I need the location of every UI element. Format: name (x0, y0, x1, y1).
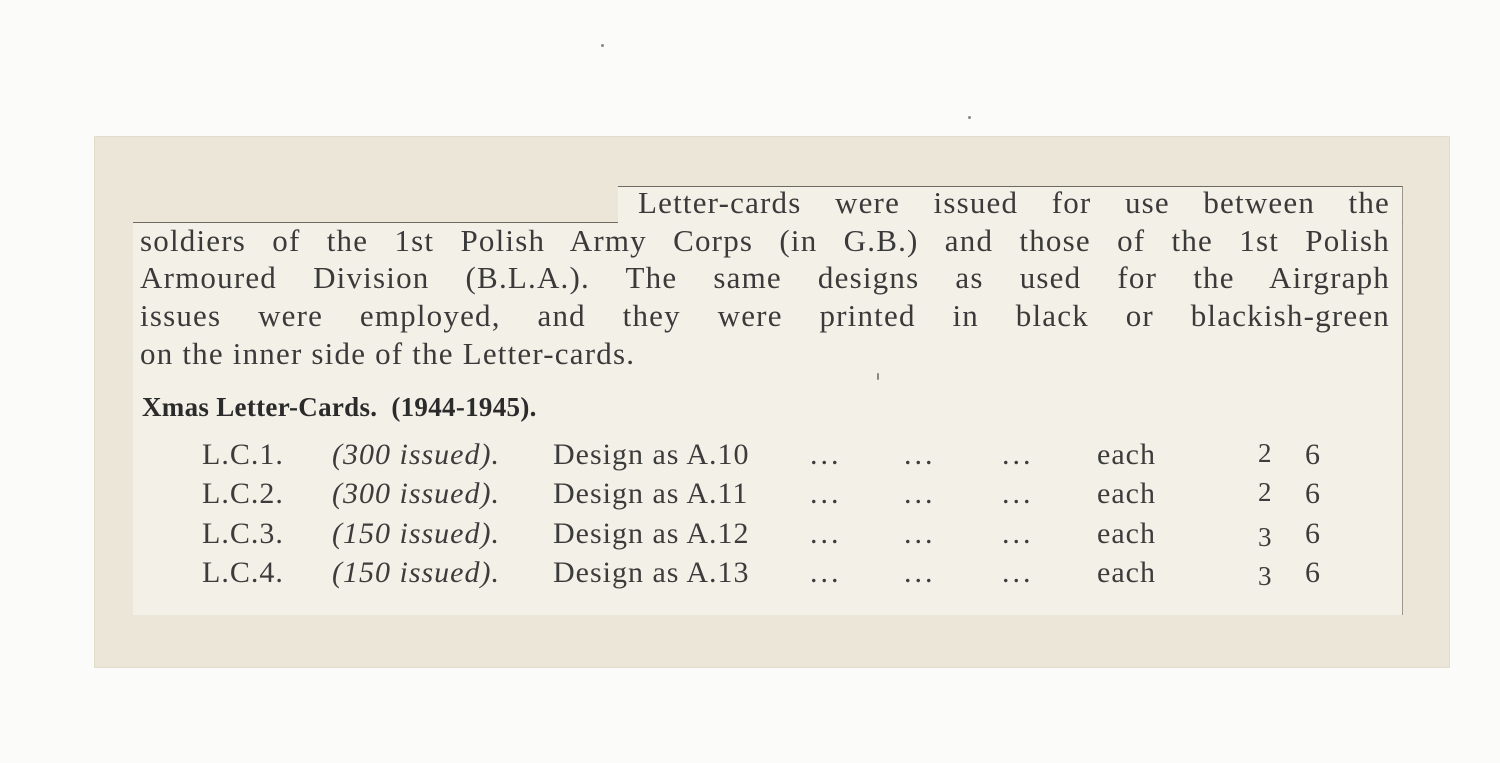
leader-dots: ... (810, 438, 842, 471)
section-heading (142, 392, 537, 423)
list-item (0, 517, 1500, 557)
entry-price-shillings: 3 (1258, 561, 1273, 591)
leader-dots: ... (810, 556, 842, 589)
entry-each: each (1097, 438, 1156, 471)
section-title: Xmas Letter-Cards. (142, 392, 378, 422)
entry-issued: (150 issued). (332, 556, 500, 589)
paragraph-line: issues were employed, and they were printed in black or blackish-green (140, 298, 1390, 333)
leader-dots: ... (1002, 517, 1034, 550)
entry-price-pence: 6 (1305, 517, 1321, 550)
paragraph-line: on the inner side of the Letter-cards. (140, 336, 636, 371)
leader-dots: ... (810, 477, 842, 510)
entry-each: each (1097, 477, 1156, 510)
section-years: (1944-1945). (391, 392, 537, 422)
entry-issued: (150 issued). (332, 517, 500, 550)
leader-dots: ... (810, 517, 842, 550)
entry-design: Design as A.13 (553, 556, 750, 589)
paragraph-line: Letter-cards were issued for use between the (638, 185, 1390, 220)
leader-dots: ... (904, 477, 936, 510)
paragraph-line: Armoured Division (B.L.A.). The same designs as used for the Airgraph (140, 260, 1390, 295)
list-item (0, 477, 1500, 517)
entry-price-pence: 6 (1305, 556, 1321, 589)
leader-dots: ... (1002, 556, 1034, 589)
entry-code: L.C.3. (202, 517, 284, 550)
entry-issued: (300 issued). (332, 477, 500, 510)
entry-price-pence: 6 (1305, 438, 1321, 471)
paper-speck (968, 116, 971, 119)
entry-price-shillings: 2 (1258, 438, 1273, 468)
entry-code: L.C.4. (202, 556, 284, 589)
entry-price-shillings: 3 (1258, 522, 1273, 552)
entry-design: Design as A.12 (553, 517, 750, 550)
leader-dots: ... (904, 438, 936, 471)
entry-price-pence: 6 (1305, 477, 1321, 510)
leader-dots: ... (904, 556, 936, 589)
entry-each: each (1097, 517, 1156, 550)
list-item (0, 556, 1500, 596)
entry-issued: (300 issued). (332, 438, 500, 471)
entry-design: Design as A.10 (553, 438, 750, 471)
leader-dots: ... (1002, 477, 1034, 510)
leader-dots: ... (1002, 438, 1034, 471)
entry-code: L.C.2. (202, 477, 284, 510)
paper-speck (601, 44, 604, 47)
leader-dots: ... (904, 517, 936, 550)
entry-each: each (1097, 556, 1156, 589)
entry-price-shillings: 2 (1258, 477, 1273, 507)
entry-code: L.C.1. (202, 438, 284, 471)
list-item (0, 438, 1500, 478)
paragraph-line: soldiers of the 1st Polish Army Corps (in G.B.) and those of the 1st Polish (140, 223, 1390, 258)
paper-speck (877, 373, 879, 380)
entry-design: Design as A.11 (553, 477, 749, 510)
